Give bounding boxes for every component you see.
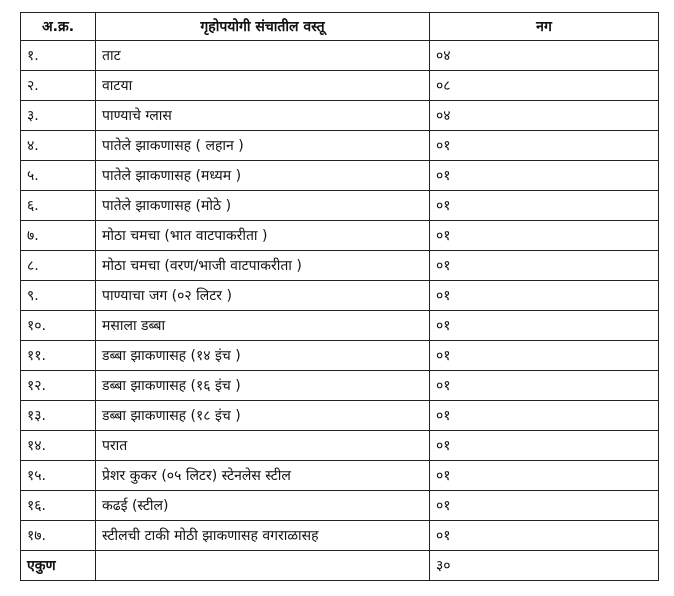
quantity-cell: ०१ — [430, 371, 659, 401]
header-row — [21, 13, 659, 41]
table-row — [21, 221, 659, 251]
table-row — [21, 341, 659, 371]
table-row — [21, 371, 659, 401]
item-cell: मोठा चमचा (भात वाटपाकरीता ) — [96, 221, 430, 251]
table-row — [21, 311, 659, 341]
table-body — [21, 41, 659, 581]
quantity-cell: ०१ — [430, 491, 659, 521]
item-cell: पाण्याचे ग्लास — [96, 101, 430, 131]
quantity-cell: ०१ — [430, 311, 659, 341]
table-row — [21, 71, 659, 101]
serial-cell: १६. — [21, 491, 96, 521]
serial-cell: १३. — [21, 401, 96, 431]
household-items-table — [20, 12, 659, 581]
table-row — [21, 251, 659, 281]
item-cell: डब्बा झाकणासह (१४ इंच ) — [96, 341, 430, 371]
item-cell: मोठा चमचा (वरण/भाजी वाटपाकरीता ) — [96, 251, 430, 281]
serial-cell: १७. — [21, 521, 96, 551]
table-row — [21, 131, 659, 161]
serial-cell: ३. — [21, 101, 96, 131]
table-row — [21, 41, 659, 71]
total-row — [21, 551, 659, 581]
quantity-cell: ०१ — [430, 251, 659, 281]
serial-cell: ५. — [21, 161, 96, 191]
item-cell: पातेले झाकणासह ( लहान ) — [96, 131, 430, 161]
quantity-cell: ०१ — [430, 401, 659, 431]
quantity-cell: ०१ — [430, 281, 659, 311]
serial-cell: १४. — [21, 431, 96, 461]
serial-cell: १०. — [21, 311, 96, 341]
quantity-cell: ०१ — [430, 131, 659, 161]
table-row — [21, 431, 659, 461]
table-row — [21, 191, 659, 221]
item-cell: पाण्याचा जग (०२ लिटर ) — [96, 281, 430, 311]
serial-cell: ७. — [21, 221, 96, 251]
header-serial: अ.क्र. — [21, 13, 96, 41]
quantity-cell: ०४ — [430, 101, 659, 131]
serial-cell: ११. — [21, 341, 96, 371]
quantity-cell: ०१ — [430, 461, 659, 491]
serial-cell: ९. — [21, 281, 96, 311]
item-cell: पातेले झाकणासह (मध्यम ) — [96, 161, 430, 191]
item-cell: परात — [96, 431, 430, 461]
serial-cell: १. — [21, 41, 96, 71]
serial-cell: ४. — [21, 131, 96, 161]
table-row — [21, 491, 659, 521]
item-cell: कढई (स्टील) — [96, 491, 430, 521]
serial-cell: २. — [21, 71, 96, 101]
serial-cell: १२. — [21, 371, 96, 401]
total-label: एकुण — [21, 551, 96, 581]
item-cell: स्टीलची टाकी मोठी झाकणासह वगराळासह — [96, 521, 430, 551]
item-cell: डब्बा झाकणासह (१८ इंच ) — [96, 401, 430, 431]
total-item-cell — [96, 551, 430, 581]
quantity-cell: ०८ — [430, 71, 659, 101]
item-cell: प्रेशर कुकर (०५ लिटर) स्टेनलेस स्टील — [96, 461, 430, 491]
item-cell: डब्बा झाकणासह (१६ इंच ) — [96, 371, 430, 401]
total-quantity: ३० — [430, 551, 659, 581]
serial-cell: ८. — [21, 251, 96, 281]
table-row — [21, 161, 659, 191]
header-item: गृहोपयोगी संचातील वस्तू — [96, 13, 430, 41]
quantity-cell: ०१ — [430, 221, 659, 251]
item-cell: मसाला डब्बा — [96, 311, 430, 341]
item-cell: वाटया — [96, 71, 430, 101]
table-header — [21, 13, 659, 41]
quantity-cell: ०४ — [430, 41, 659, 71]
header-quantity: नग — [430, 13, 659, 41]
quantity-cell: ०१ — [430, 191, 659, 221]
serial-cell: १५. — [21, 461, 96, 491]
item-cell: ताट — [96, 41, 430, 71]
table-row — [21, 521, 659, 551]
table-row — [21, 281, 659, 311]
quantity-cell: ०१ — [430, 521, 659, 551]
quantity-cell: ०१ — [430, 161, 659, 191]
table-row — [21, 461, 659, 491]
table-row — [21, 101, 659, 131]
table-row — [21, 401, 659, 431]
quantity-cell: ०१ — [430, 341, 659, 371]
quantity-cell: ०१ — [430, 431, 659, 461]
serial-cell: ६. — [21, 191, 96, 221]
item-cell: पातेले झाकणासह (मोठे ) — [96, 191, 430, 221]
